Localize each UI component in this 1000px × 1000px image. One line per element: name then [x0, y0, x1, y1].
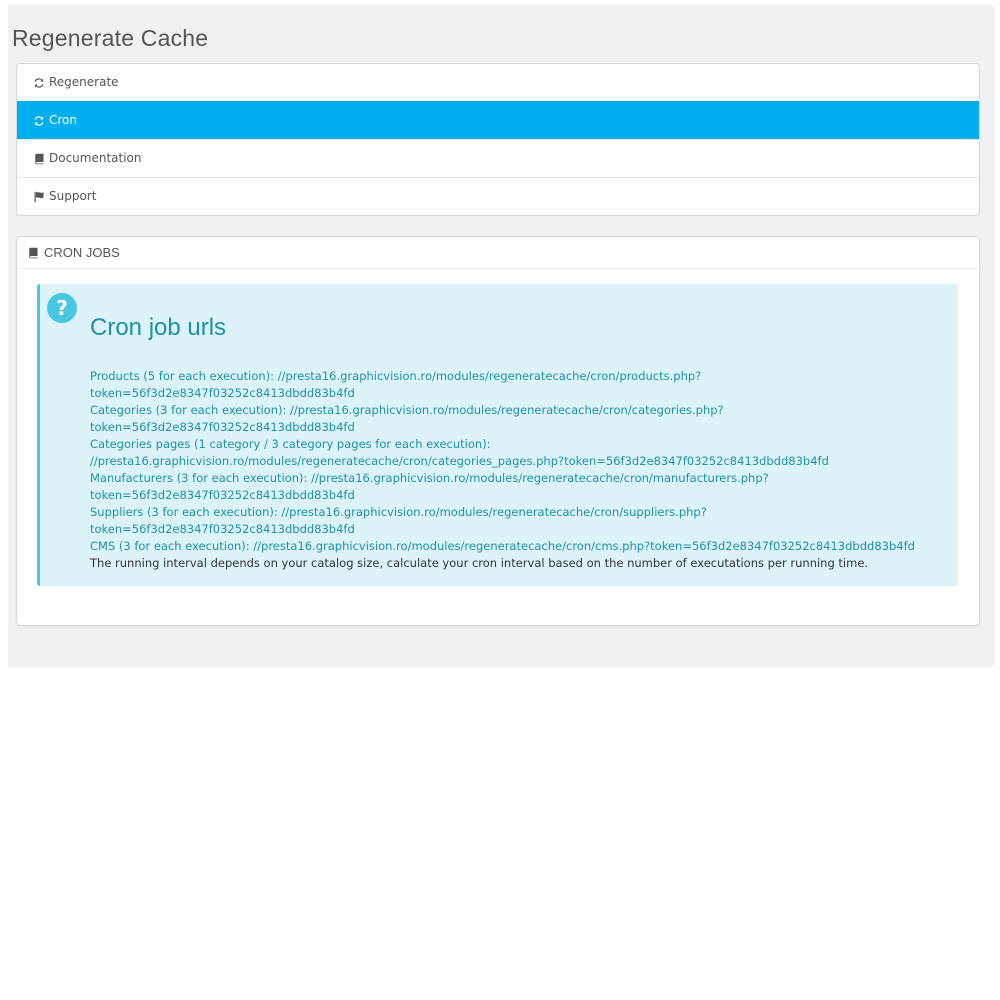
- cron-url-suppliers: [90, 504, 952, 538]
- cron-url-manufacturers: [90, 470, 952, 504]
- book-icon: [33, 153, 45, 165]
- menu-item-label: Regenerate: [49, 75, 119, 89]
- refresh-icon: [33, 77, 45, 89]
- cron-url-link[interactable]: //presta16.graphicvision.ro/modules/regeneratecache/cron/cms.php?token=56f3d2e8347f03252c8413dbdd83b4fd: [253, 539, 915, 553]
- cron-url-label: Categories (3 for each execution):: [90, 403, 287, 417]
- tab-menu: [16, 63, 980, 216]
- panel-heading-label: CRON JOBS: [44, 245, 120, 260]
- flag-icon: [33, 191, 45, 203]
- cron-jobs-panel: [16, 236, 980, 626]
- menu-item-cron[interactable]: [17, 101, 979, 139]
- cron-url-categories: [90, 402, 952, 436]
- menu-item-support[interactable]: [17, 177, 979, 215]
- cron-url-list: [90, 368, 952, 555]
- info-alert: [37, 284, 958, 586]
- cron-url-products: [90, 368, 952, 402]
- cron-url-label: Categories pages (1 category / 3 category pages for each execution):: [90, 437, 491, 451]
- cron-url-cms: [90, 538, 952, 555]
- question-circle-icon: [47, 293, 77, 323]
- cron-url-label: CMS (3 for each execution):: [90, 539, 250, 553]
- book-icon: [27, 247, 39, 259]
- content-area: [8, 5, 995, 667]
- menu-item-documentation[interactable]: [17, 139, 979, 177]
- cron-url-link[interactable]: //presta16.graphicvision.ro/modules/regeneratecache/cron/categories.php?token=56f3d2e8347f03252c8413dbdd83b4fd: [90, 403, 724, 434]
- cron-url-link[interactable]: //presta16.graphicvision.ro/modules/regeneratecache/cron/products.php?token=56f3d2e8347f03252c8413dbdd83b4fd: [90, 369, 702, 400]
- menu-item-label: Documentation: [49, 151, 142, 165]
- page-title: Regenerate Cache: [12, 25, 209, 51]
- cron-url-label: Suppliers (3 for each execution):: [90, 505, 278, 519]
- cron-url-link[interactable]: //presta16.graphicvision.ro/modules/regeneratecache/cron/manufacturers.php?token=56f3d2e8347f03252c8413dbdd83b4fd: [90, 471, 769, 502]
- interval-note: The running interval depends on your catalog size, calculate your cron interval based on the number of executations per running time.: [90, 556, 869, 570]
- alert-title: Cron job urls: [90, 314, 227, 341]
- menu-item-label: Support: [49, 189, 97, 203]
- cron-url-label: Products (5 for each execution):: [90, 369, 275, 383]
- cron-url-link[interactable]: //presta16.graphicvision.ro/modules/regeneratecache/cron/categories_pages.php?token=56f3d2e8347f03252c8413dbdd83b4fd: [90, 454, 829, 468]
- menu-item-label: Cron: [49, 113, 77, 127]
- refresh-icon: [33, 115, 45, 127]
- menu-item-regenerate[interactable]: [17, 64, 979, 101]
- svg-text:?: ?: [56, 296, 68, 320]
- cron-url-link[interactable]: //presta16.graphicvision.ro/modules/regeneratecache/cron/suppliers.php?token=56f3d2e8347f03252c8413dbdd83b4fd: [90, 505, 707, 536]
- cron-url-label: Manufacturers (3 for each execution):: [90, 471, 308, 485]
- cron-url-categories-pages: [90, 436, 952, 470]
- panel-heading: [17, 237, 979, 269]
